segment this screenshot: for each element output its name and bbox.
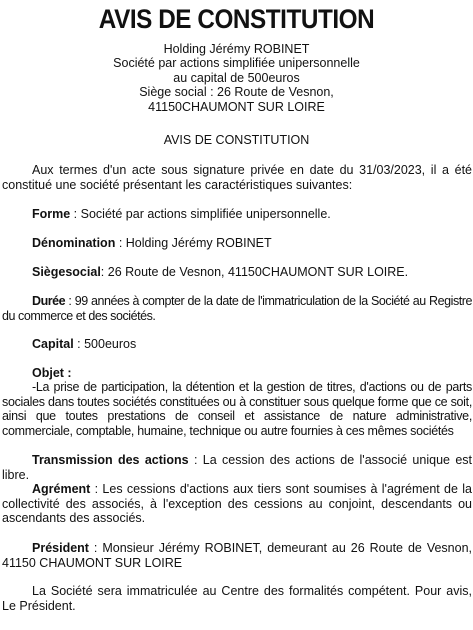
agrement-label: Agrément xyxy=(32,482,91,496)
transmission-label: Transmission des actions xyxy=(32,453,189,467)
denomination-label: Dénomination xyxy=(32,236,116,250)
duree-label: Durée xyxy=(32,294,66,308)
duree-paragraph xyxy=(2,294,472,323)
agrement-paragraph xyxy=(2,482,472,526)
forme-label: Forme xyxy=(32,207,71,221)
capital-value: : 500euros xyxy=(73,337,137,351)
president-paragraph xyxy=(2,541,472,570)
company-city: 41150CHAUMONT SUR LOIRE xyxy=(148,99,325,114)
company-form: Société par actions simplifiée unipersonnelle xyxy=(113,56,360,71)
transmission-paragraph xyxy=(2,453,472,482)
forme-paragraph xyxy=(2,207,472,222)
objet-paragraph: -La prise de participation, la détention et la gestion de titres, d'actions ou de parts sociales dans toutes sociétés constituées ou à constituer sous quelque forme que ce soit, ainsi que toutes prestations de conseil et assistance de nature administrative, commerciale, comptable, humaine, technique ou autre fournies à ces mêmes sociétés xyxy=(2,380,472,438)
capital-paragraph xyxy=(2,337,472,352)
company-capital: au capital de 500euros xyxy=(173,70,300,85)
company-name: Holding Jérémy ROBINET xyxy=(163,42,310,56)
president-value: : Monsieur Jérémy ROBINET, demeurant au 26 Route de Vesnon, 41150 CHAUMONT SUR LOIRE xyxy=(2,541,472,570)
siege-value: : 26 Route de Vesnon, 41150CHAUMONT SUR LOIRE. xyxy=(100,265,409,279)
objet-heading xyxy=(2,366,472,381)
company-seat: Siège social : 26 Route de Vesnon, xyxy=(139,85,334,100)
forme-value: : Société par actions simplifiée unipersonnelle. xyxy=(70,207,331,221)
capital-label: Capital xyxy=(32,337,74,351)
president-label: Président xyxy=(32,541,89,555)
transmission-value: : La cession des actions de l'associé unique est libre. xyxy=(2,453,472,482)
agrement-value: : Les cessions d'actions aux tiers sont soumises à l'agrément de la collectivité des associés, à l'exception des cessions au conjoint, descendants ou ascendants des associés. xyxy=(2,482,472,525)
intro-paragraph: Aux termes d'un acte sous signature privée en date du 31/03/2023, il a été constitué une société présentant les caractéristiques suivantes: xyxy=(2,163,472,192)
denomination-paragraph xyxy=(2,236,472,251)
company-header xyxy=(0,42,473,114)
closing-paragraph: La Société sera immatriculée au Centre des formalités compétent. Pour avis, Le Président. xyxy=(2,584,472,613)
duree-value: : 99 années à compter de la date de l'immatriculation de la Société au Registre du commerce et des sociétés. xyxy=(2,294,472,323)
objet-label: Objet : xyxy=(32,366,72,380)
siege-label: Siègesocial xyxy=(32,265,101,279)
siege-paragraph xyxy=(2,265,472,280)
denomination-value: : Holding Jérémy ROBINET xyxy=(115,236,272,250)
notice-title: AVIS DE CONSTITUTION xyxy=(98,4,375,34)
notice-subtitle: AVIS DE CONSTITUTION xyxy=(163,133,310,147)
